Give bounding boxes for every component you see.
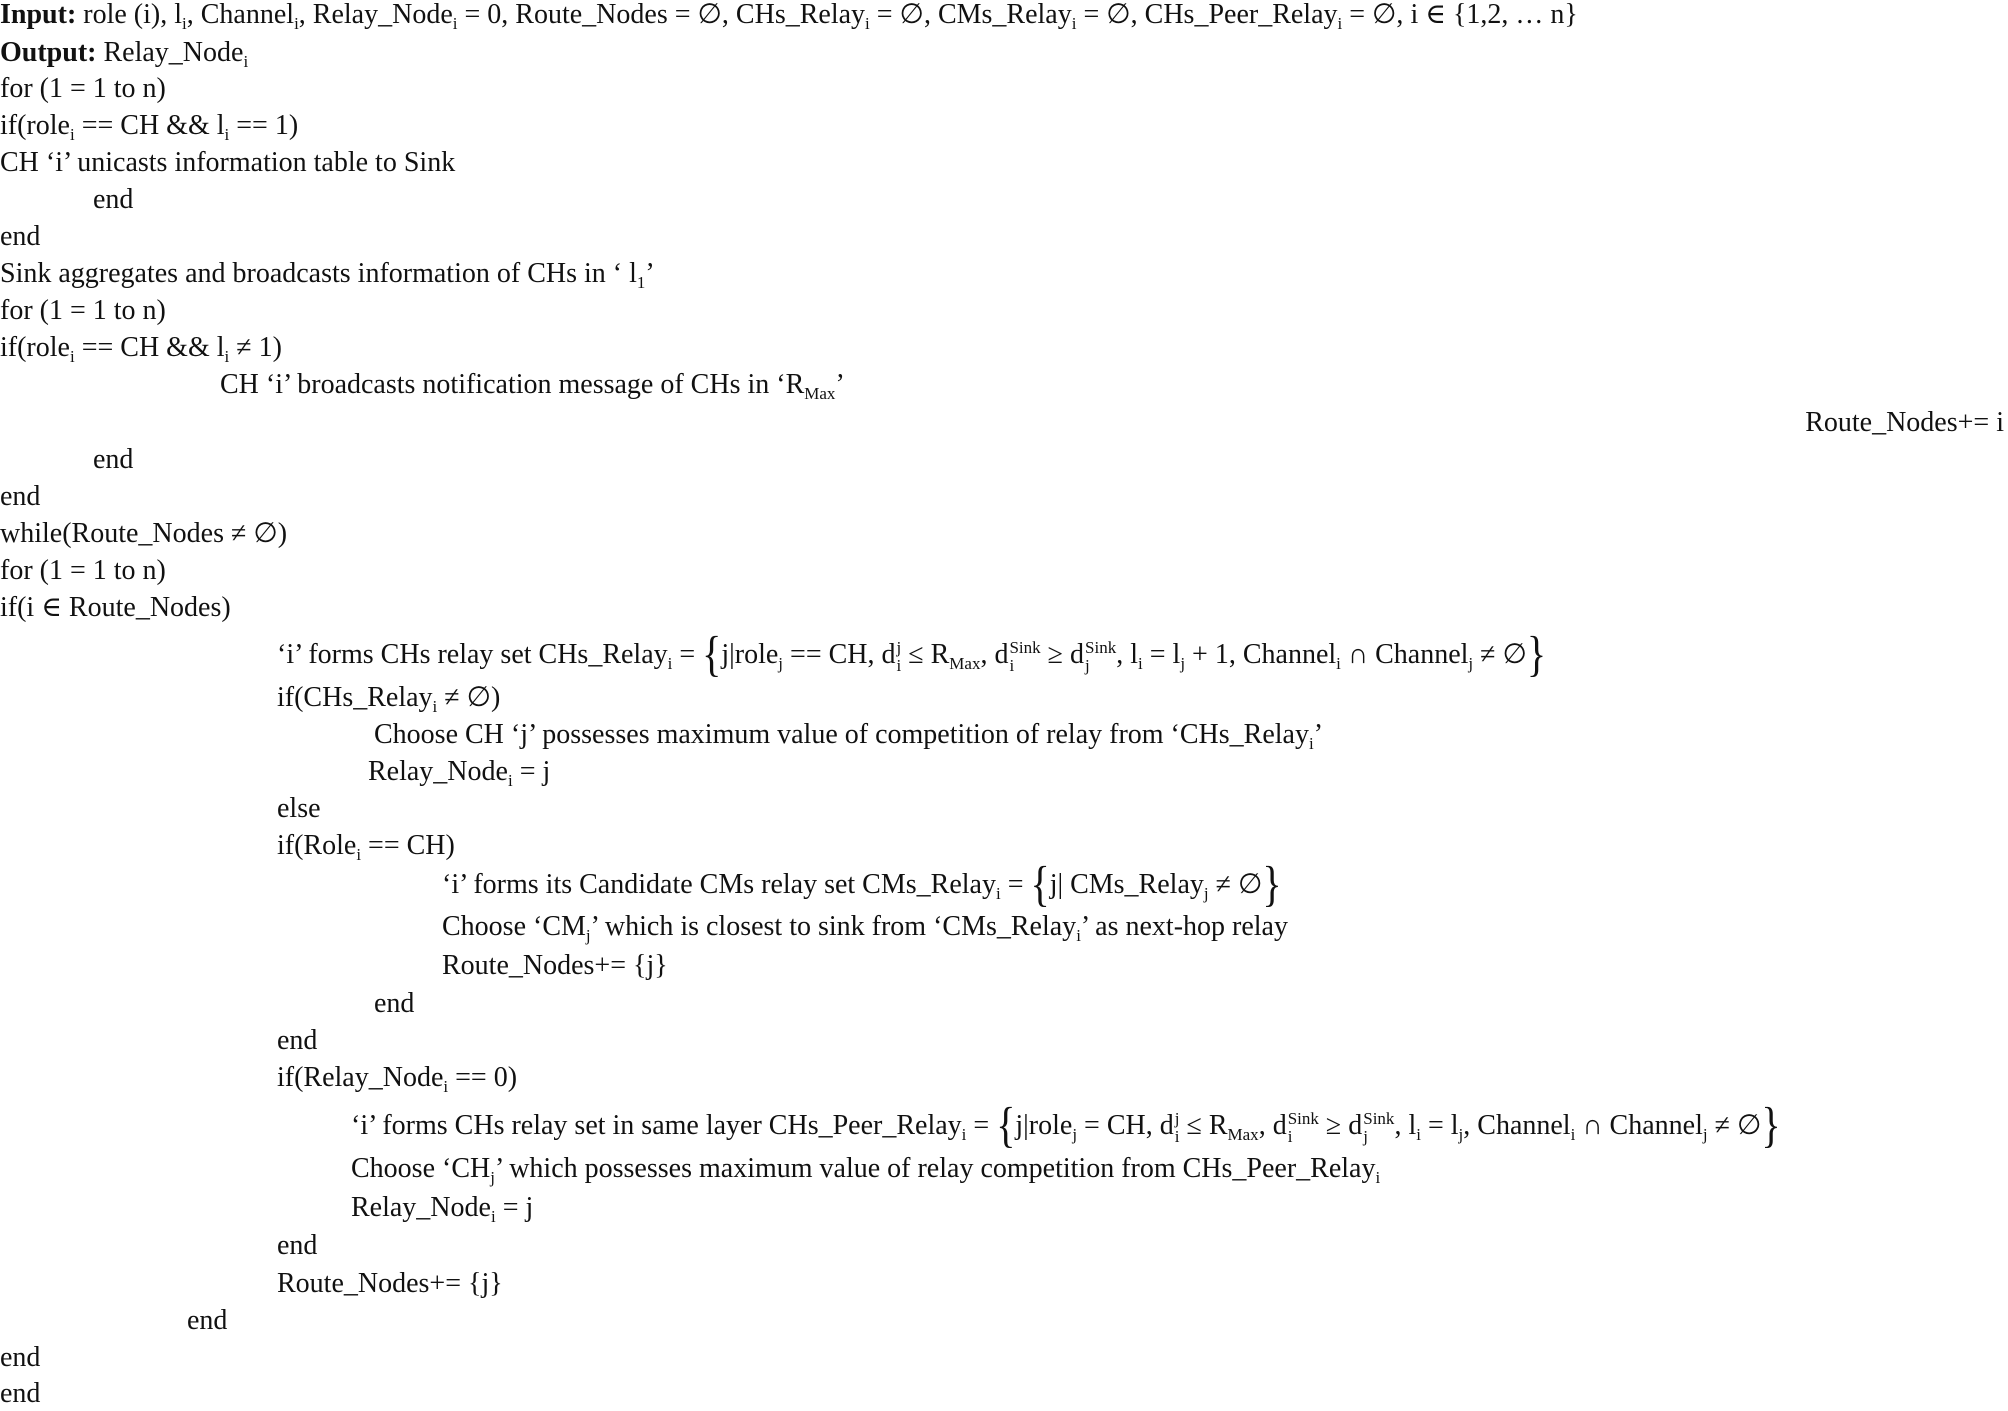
code-line: end xyxy=(187,1305,228,1336)
code-line: end xyxy=(277,1025,318,1056)
code-line: end xyxy=(0,481,41,512)
code-line: if(i ∈ Route_Nodes) xyxy=(0,592,231,623)
code-line: end xyxy=(0,1378,41,1409)
code-line: end xyxy=(93,444,134,475)
code-line: if(role$_i$ == CH && $l_i \ne 1$) xyxy=(0,332,282,366)
code-line: Route_Nodes+= i xyxy=(1805,407,2004,438)
code-line: Choose ‘$CH_j$’ which possesses maximum value of relay competition from CHs_Peer_Relay$_i$ xyxy=(351,1153,1381,1187)
code-line: end xyxy=(0,221,41,252)
code-line: end xyxy=(93,184,134,215)
output-label: Output: xyxy=(0,37,97,68)
code-line: Route_Nodes+= {j} xyxy=(277,1268,503,1299)
code-line: while(Route_Nodes ≠ ∅) xyxy=(0,518,288,549)
chs-peer-relay-formula: ‘i’ forms CHs relay set in same layer CHs_Peer_Relay$_i$ = {j|role$_j$ = CH, d j i ≤ $R_{Max}$, d Sink i ≥ d Sink j , $l_i = l_j$, Channel$_i$ ∩ Channel$_j$ ≠ ∅} xyxy=(351,1096,1781,1153)
code-line: if(Relay_Node$_i$ == 0) xyxy=(277,1062,518,1096)
code-line: end xyxy=(0,1342,41,1373)
code-line: Sink aggregates and broadcasts information of CHs in ‘ $l_1$’ xyxy=(0,258,655,292)
input-label: Input: xyxy=(0,0,77,30)
code-line: Choose CH ‘j’ possesses maximum value of competition of relay from ‘CHs_Relay$_i$’ xyxy=(374,719,1324,753)
code-line: CH ‘i’ unicasts information table to Sink xyxy=(0,147,456,178)
code-line: end xyxy=(374,988,415,1019)
code-line: CH ‘i’ broadcasts notification message of CHs in ‘$R_{Max}$’ xyxy=(220,369,845,403)
code-line: else xyxy=(277,793,321,824)
code-line: for (1 = 1 to n) xyxy=(0,295,166,326)
code-line: for (1 = 1 to n) xyxy=(0,555,166,586)
input-line: Input: role (i), $l_i$, Channel$_i$, Relay_Node$_i$ = 0, Route_Nodes = ∅, CHs_Relay$_i$ = ∅, CMs_Relay$_i$ = ∅, CHs_Peer_Relay$_i$ = ∅, i ∈ {1,2, … n} xyxy=(0,0,1578,33)
code-line: Choose ‘$CM_j$’ which is closest to sink from ‘CMs_Relay$_i$’ as next-hop relay xyxy=(442,911,1288,945)
code-line: if(Role$_i$ == CH) xyxy=(277,830,455,864)
code-line: end xyxy=(277,1230,318,1261)
code-line: Relay_Node$_i$ = j xyxy=(368,756,551,790)
chs-relay-formula: ‘i’ forms CHs relay set CHs_Relay$_i$ = {j|role$_j$ == CH, d j i ≤ $R_{Max}$, d Sink i ≥ d Sink j , $l_i = l_j + 1$, Channel$_i$ ∩ Channel$_j$ ≠ ∅} xyxy=(277,625,1547,682)
code-line: if(CHs_Relay$_i$ ≠ ∅) xyxy=(277,682,501,716)
code-line: Relay_Node$_i$ = j xyxy=(351,1192,534,1226)
output-line: Output: Relay_Node$_i$ xyxy=(0,37,249,71)
code-line: for (1 = 1 to n) xyxy=(0,73,166,104)
code-line: if(role$_i$ == CH && $l_i == 1$) xyxy=(0,110,299,144)
cms-relay-formula: ‘i’ forms its Candidate CMs relay set CMs_Relay$_i$ = {j| CMs_Relay$_j$ ≠ ∅} xyxy=(442,855,1282,912)
code-line: Route_Nodes+= {j} xyxy=(442,950,668,981)
input-role: role (i), xyxy=(83,0,175,30)
